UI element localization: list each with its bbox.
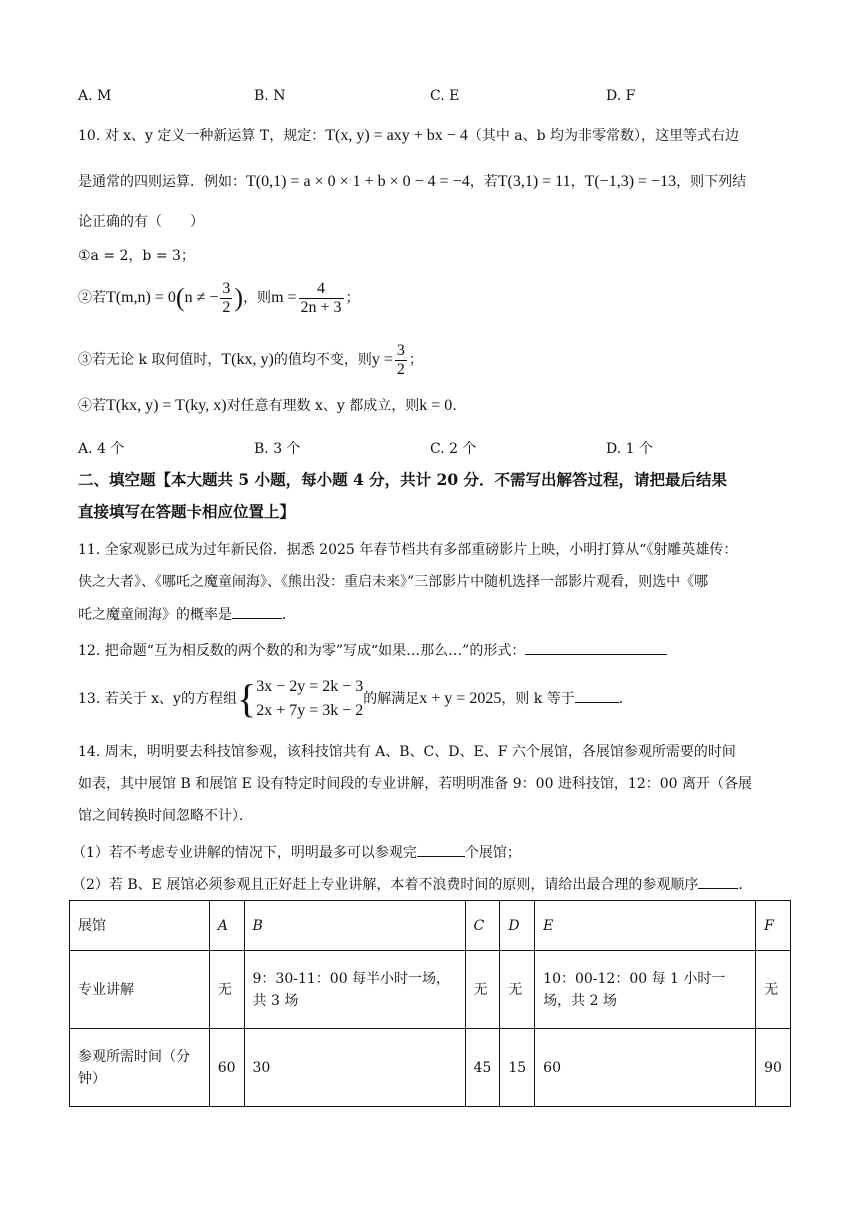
q14-sub1: （1）若不考虑专业讲解的情况下，明明最多可以参观完 个展馆； <box>72 842 521 863</box>
table-cell: 45 <box>465 1029 500 1107</box>
q14-sub1-blank[interactable] <box>417 842 465 857</box>
q10-statement-1: ①a = 2，b = 3； <box>78 248 195 264</box>
q9-option-a: A. M <box>78 88 112 104</box>
table-cell: 10：00-12：00 每 1 小时一场，共 2 场 <box>535 951 756 1029</box>
table-cell: 无 <box>756 951 791 1029</box>
table-cell: 参观所需时间（分钟） <box>70 1029 210 1107</box>
table-row-duration <box>70 1029 791 1107</box>
q10-statement-2: ②若T(m,n) = 0(n ≠ − $\frac{3}{2}$ )，则m = $\frac{4}{2n + 3}$ ； <box>78 279 360 316</box>
q12-line: 12. 把命题“互为相反数的两个数的和为零”写成“如果…那么…”的形式： <box>78 640 667 661</box>
q14-sub2-blank[interactable] <box>698 874 738 889</box>
table-cell: 无 <box>500 951 535 1029</box>
table-cell: 9：30-11：00 每半小时一场，共 3 场 <box>244 951 465 1029</box>
q10-line1: 10. 对 x、y 定义一种新运算 T，规定：T(x, y) = axy + bx − 4（其中 a、b 均为非零常数），这里等式右边 <box>78 127 740 144</box>
q14-line2: 如表，其中展馆 B 和展馆 E 设有特定时间段的专业讲解，若明明准备 9：00 进科技馆，12：00 离开（各展 <box>78 776 753 792</box>
q10-statement-3: ③若无论 k 取何值时，T(kx, y)的值均不变，则y = $\frac{3}{2}$ ； <box>78 341 423 378</box>
q13-line: 13. 若关于 x、y的方程组{ 3x − 2y = 2k − 3 2x + 7y = 3k − 2 的解满足x + y = 2025，则 k 等于 ． <box>78 676 633 721</box>
q9-option-c: C. E <box>430 88 460 104</box>
q14-line1: 14. 周末，明明要去科技馆参观，该科技馆共有 A、B、C、D、E、F 六个展馆，各展馆参观所需要的时间 <box>78 744 736 760</box>
q12-answer-blank[interactable] <box>525 640 667 655</box>
table-row-lecture <box>70 951 791 1029</box>
q11-answer-blank[interactable] <box>232 604 282 619</box>
table-cell: 30 <box>244 1029 465 1107</box>
table-cell: F <box>756 901 791 951</box>
table-cell: E <box>535 901 756 951</box>
table-cell: 60 <box>209 1029 244 1107</box>
table-cell: 90 <box>756 1029 791 1107</box>
q14-sub2: （2）若 B、E 展馆必须参观且正好赶上专业讲解，本着不浪费时间的原则，请给出最合理的参观顺序 ． <box>72 874 752 895</box>
q13-equation-2: 2x + 7y = 3k − 2 <box>256 702 364 719</box>
q10-option-d: D. 1 个 <box>606 441 653 457</box>
table-cell: 无 <box>209 951 244 1029</box>
table-cell: C <box>465 901 500 951</box>
q10-line3: 论正确的有（ ） <box>78 214 204 230</box>
table-cell: B <box>244 901 465 951</box>
q10-option-c: C. 2 个 <box>430 441 477 457</box>
q11-line2: 侠之大者》、《哪吒之魔童闹海》、《熊出没：重启未来》”三部影片中随机选择一部影片观看，则选中《哪 <box>78 574 709 590</box>
q11-line1: 11. 全家观影已成为过年新民俗．据悉 2025 年春节档共有多部重磅影片上映，小明打算从“《射雕英雄传： <box>78 542 738 558</box>
table-cell: 60 <box>535 1029 756 1107</box>
q10-statement-4: ④若T(kx, y) = T(ky, x)对任意有理数 x、y 都成立，则k = 0． <box>78 397 467 414</box>
q10-line2: 是通常的四则运算．例如：T(0,1) = a × 0 × 1 + b × 0 − 4 = −4，若T(3,1) = 11，T(−1,3) = −13，则下列结 <box>78 173 747 190</box>
q10-option-a: A. 4 个 <box>78 441 125 457</box>
q14-line3: 馆之间转换时间忽略不计）． <box>78 808 253 824</box>
table-row-header <box>70 901 791 951</box>
table-cell: 15 <box>500 1029 535 1107</box>
section2-heading-line1: 二、填空题【本大题共 5 小题，每小题 4 分，共计 20 分．不需写出解答过程，请把最后结果 <box>78 470 728 489</box>
q11-line3: 吒之魔童闹海》的概率是 ． <box>78 604 296 625</box>
table-cell: 专业讲解 <box>70 951 210 1029</box>
q9-option-b: B. N <box>254 88 286 104</box>
table-cell: 展馆 <box>70 901 210 951</box>
table-cell: A <box>209 901 244 951</box>
exhibition-table <box>69 900 791 1107</box>
q9-option-d: D. F <box>606 88 636 104</box>
table-cell: D <box>500 901 535 951</box>
q10-option-b: B. 3 个 <box>254 441 301 457</box>
q13-answer-blank[interactable] <box>575 688 619 703</box>
table-cell: 无 <box>465 951 500 1029</box>
section2-heading-line2: 直接填写在答题卡相应位置上】 <box>78 502 296 521</box>
q13-equation-1: 3x − 2y = 2k − 3 <box>256 678 364 695</box>
